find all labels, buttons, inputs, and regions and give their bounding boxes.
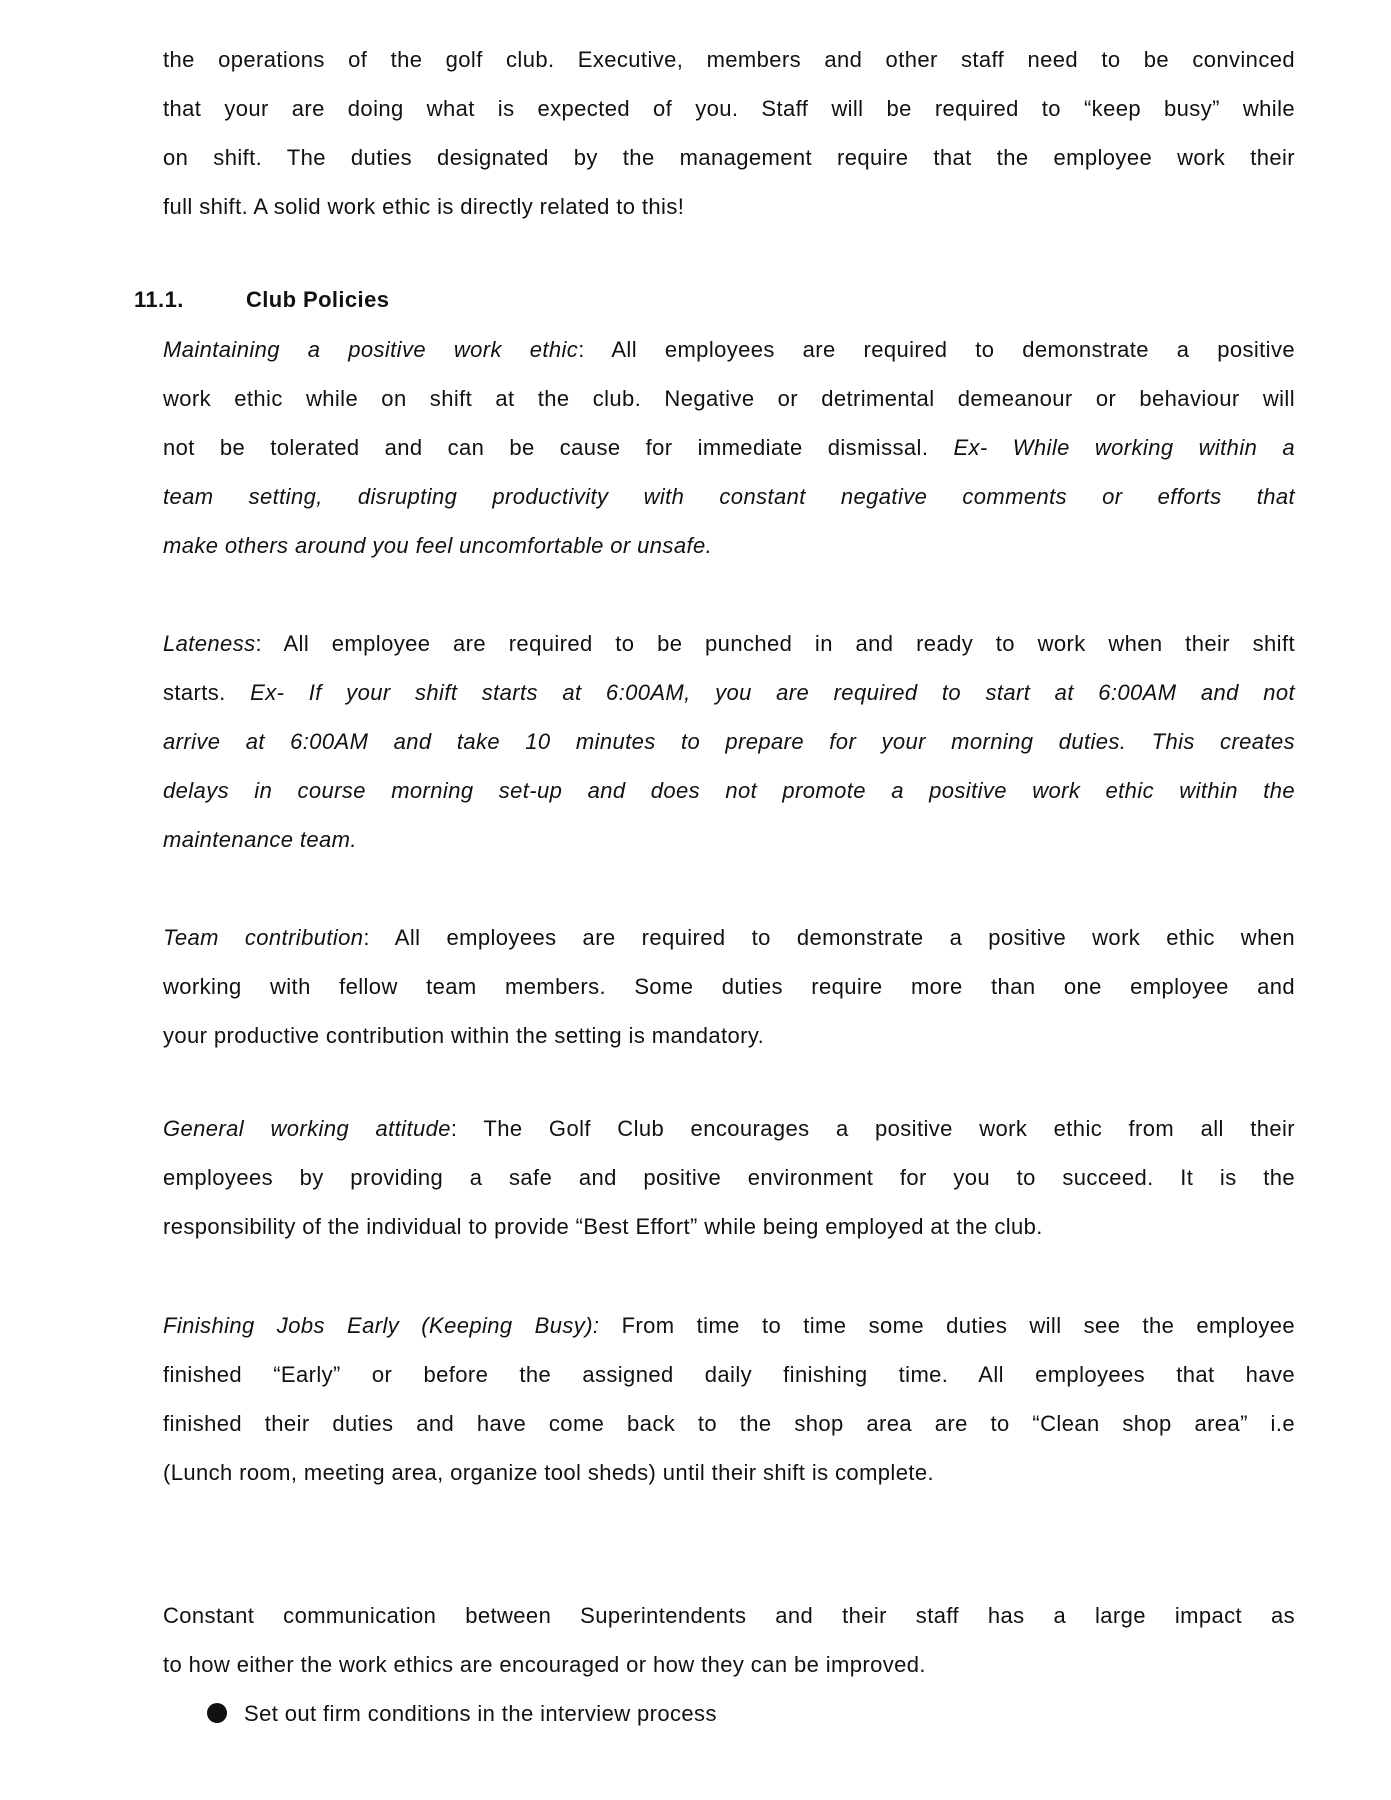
text-line bbox=[163, 1202, 1295, 1251]
text-segment: From time to time some duties will see the employee bbox=[599, 1313, 1295, 1338]
italic-text: team setting, disrupting productivity with constant negative comments or efforts that bbox=[163, 484, 1295, 509]
section-title: Club Policies bbox=[246, 287, 390, 312]
text-line bbox=[163, 423, 1295, 472]
text-line bbox=[163, 766, 1295, 815]
text-line bbox=[163, 1591, 1295, 1640]
text-line bbox=[163, 1011, 1295, 1060]
italic-text: delays in course morning set-up and does not promote a positive work ethic within the bbox=[163, 778, 1295, 803]
italic-text: Maintaining a positive work ethic bbox=[163, 337, 579, 362]
text-line bbox=[163, 35, 1295, 84]
text-segment: Constant communication between Superintendents and their staff has a large impact as bbox=[163, 1603, 1295, 1628]
text-segment: (Lunch room, meeting area, organize tool sheds) until their shift is complete. bbox=[163, 1460, 935, 1485]
text-segment: to how either the work ethics are encouraged or how they can be improved. bbox=[163, 1652, 926, 1677]
text-segment: not be tolerated and can be cause for immediate dismissal. bbox=[163, 435, 954, 460]
italic-text: arrive at 6:00AM and take 10 minutes to prepare for your morning duties. This creates bbox=[163, 729, 1295, 754]
italic-text: Lateness bbox=[163, 631, 256, 656]
bullet-text: Set out firm conditions in the interview process bbox=[244, 1701, 717, 1726]
text-line bbox=[163, 1448, 1295, 1497]
text-line bbox=[163, 962, 1295, 1011]
section-number: 11.1. bbox=[134, 287, 184, 312]
text-line bbox=[163, 619, 1295, 668]
text-segment: : All employees are required to demonstrate a positive work ethic when bbox=[363, 925, 1295, 950]
intro-paragraph bbox=[163, 35, 1295, 231]
communication-paragraph bbox=[163, 1591, 1295, 1689]
italic-text: Ex- If your shift starts at 6:00AM, you are required to start at 6:00AM and not bbox=[250, 680, 1295, 705]
text-line bbox=[163, 717, 1295, 766]
text-line bbox=[163, 1104, 1295, 1153]
text-line bbox=[163, 1153, 1295, 1202]
italic-text: Finishing Jobs Early (Keeping Busy): bbox=[163, 1313, 600, 1338]
text-line bbox=[163, 84, 1295, 133]
text-segment: finished their duties and have come back to the shop area are to “Clean shop area” i.e bbox=[163, 1411, 1295, 1436]
text-line bbox=[163, 521, 1295, 570]
italic-text: Team contribution bbox=[163, 925, 364, 950]
text-segment: : All employees are required to demonstrate a positive bbox=[578, 337, 1295, 362]
text-line bbox=[163, 133, 1295, 182]
work-ethic-paragraph bbox=[163, 325, 1295, 570]
text-segment: the operations of the golf club. Executive, members and other staff need to be convinced bbox=[163, 47, 1295, 72]
text-segment: work ethic while on shift at the club. Negative or detrimental demeanour or behaviour will bbox=[163, 386, 1295, 411]
lateness-paragraph bbox=[163, 619, 1295, 864]
text-line bbox=[163, 374, 1295, 423]
text-segment: starts. bbox=[163, 680, 251, 705]
finishing-early-paragraph bbox=[163, 1301, 1295, 1497]
text-line bbox=[163, 182, 1295, 231]
text-segment: employees by providing a safe and positive environment for you to succeed. It is the bbox=[163, 1165, 1295, 1190]
italic-text: Ex- While working within a bbox=[953, 435, 1295, 460]
text-line bbox=[163, 472, 1295, 521]
text-line bbox=[163, 325, 1295, 374]
text-line bbox=[163, 668, 1295, 717]
italic-text: maintenance team. bbox=[163, 827, 357, 852]
text-segment: working with fellow team members. Some duties require more than one employee and bbox=[163, 974, 1295, 999]
text-line bbox=[163, 1399, 1295, 1448]
general-attitude-paragraph bbox=[163, 1104, 1295, 1251]
section-heading bbox=[134, 275, 389, 324]
text-line bbox=[163, 1640, 1295, 1689]
text-segment: your productive contribution within the setting is mandatory. bbox=[163, 1023, 765, 1048]
text-segment: that your are doing what is expected of you. Staff will be required to “keep busy” while bbox=[163, 96, 1295, 121]
italic-text: make others around you feel uncomfortable or unsafe. bbox=[163, 533, 713, 558]
text-segment: on shift. The duties designated by the management require that the employee work their bbox=[163, 145, 1295, 170]
text-line bbox=[163, 1301, 1295, 1350]
text-line bbox=[163, 1350, 1295, 1399]
text-segment: responsibility of the individual to provide “Best Effort” while being employed at the club. bbox=[163, 1214, 1043, 1239]
bullet-dot-icon bbox=[207, 1703, 227, 1723]
text-segment: : The Golf Club encourages a positive work ethic from all their bbox=[450, 1116, 1295, 1141]
text-segment: full shift. A solid work ethic is directly related to this! bbox=[163, 194, 685, 219]
team-contribution-paragraph bbox=[163, 913, 1295, 1060]
text-segment: : All employee are required to be punched in and ready to work when their shift bbox=[255, 631, 1295, 656]
bullet-item bbox=[207, 1689, 717, 1738]
italic-text: General working attitude bbox=[163, 1116, 451, 1141]
text-segment: finished “Early” or before the assigned daily finishing time. All employees that have bbox=[163, 1362, 1295, 1387]
text-line bbox=[163, 913, 1295, 962]
text-line bbox=[163, 815, 1295, 864]
